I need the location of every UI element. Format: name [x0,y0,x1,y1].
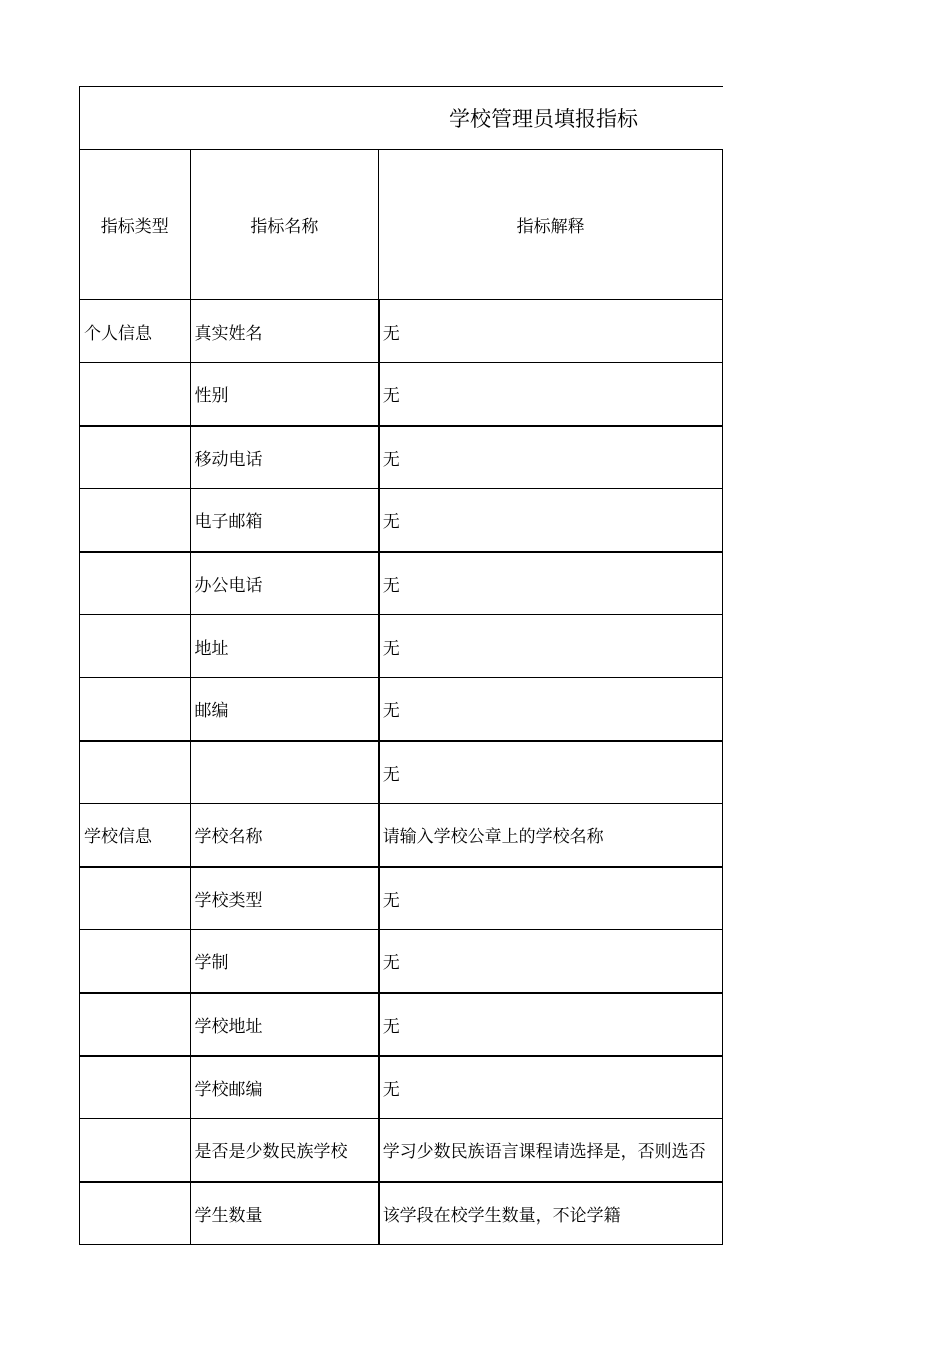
cell-indicator-type [80,426,191,489]
cell-indicator-name: 是否是少数民族学校 [190,1119,379,1182]
sheet-title: 学校管理员填报指标 [449,107,638,131]
cell-indicator-type [80,1056,191,1119]
table-row [80,993,723,1056]
cell-indicator-name: 学校地址 [190,993,379,1056]
table-row [80,741,723,804]
cell-indicator-name: 电子邮箱 [190,489,379,552]
cell-indicator-type [80,741,191,804]
sheet-title-cell [79,86,723,149]
table-row [80,426,723,489]
cell-indicator-description: 无 [379,363,723,426]
cell-indicator-type [80,993,191,1056]
cell-indicator-description: 无 [379,426,723,489]
cell-indicator-name: 真实姓名 [190,300,379,363]
cell-indicator-description: 请输入学校公章上的学校名称 [379,804,723,867]
cell-indicator-type [80,930,191,993]
table-row [80,363,723,426]
cell-indicator-description: 无 [379,300,723,363]
cell-indicator-type [80,867,191,930]
cell-indicator-name: 学生数量 [190,1182,379,1245]
table-row [80,552,723,615]
table-row [80,1056,723,1119]
cell-indicator-description: 该学段在校学生数量，不论学籍 [379,1182,723,1245]
cell-indicator-type [80,552,191,615]
header-indicator-type: 指标类型 [80,150,191,300]
cell-indicator-description: 无 [379,930,723,993]
cell-indicator-type: 个人信息 [80,300,191,363]
table-header-row [80,150,723,300]
cell-indicator-type [80,1182,191,1245]
table-row [80,615,723,678]
cell-indicator-description: 无 [379,489,723,552]
table-row [80,804,723,867]
cell-indicator-description: 无 [379,552,723,615]
cell-indicator-name [190,741,379,804]
cell-indicator-name: 学校邮编 [190,1056,379,1119]
cell-indicator-type: 学校信息 [80,804,191,867]
cell-indicator-name: 移动电话 [190,426,379,489]
table-row [80,1119,723,1182]
cell-indicator-name: 学校类型 [190,867,379,930]
table-row [80,930,723,993]
cell-indicator-type [80,678,191,741]
cell-indicator-name: 地址 [190,615,379,678]
table-row [80,489,723,552]
header-indicator-name: 指标名称 [190,150,379,300]
cell-indicator-type [80,1119,191,1182]
header-indicator-description: 指标解释 [379,150,723,300]
indicator-table [79,149,723,1245]
cell-indicator-type [80,615,191,678]
table-row [80,1182,723,1245]
table-row [80,678,723,741]
cell-indicator-description: 无 [379,867,723,930]
table-row [80,867,723,930]
cell-indicator-name: 学制 [190,930,379,993]
cell-indicator-name: 性别 [190,363,379,426]
cell-indicator-description: 无 [379,678,723,741]
cell-indicator-type [80,363,191,426]
cell-indicator-description: 无 [379,1056,723,1119]
cell-indicator-description: 无 [379,615,723,678]
cell-indicator-description: 学习少数民族语言课程请选择是，否则选否 [379,1119,723,1182]
cell-indicator-type [80,489,191,552]
cell-indicator-name: 学校名称 [190,804,379,867]
cell-indicator-name: 办公电话 [190,552,379,615]
cell-indicator-name: 邮编 [190,678,379,741]
table-row [80,300,723,363]
cell-indicator-description: 无 [379,741,723,804]
spreadsheet-page [79,86,723,1249]
cell-indicator-description: 无 [379,993,723,1056]
